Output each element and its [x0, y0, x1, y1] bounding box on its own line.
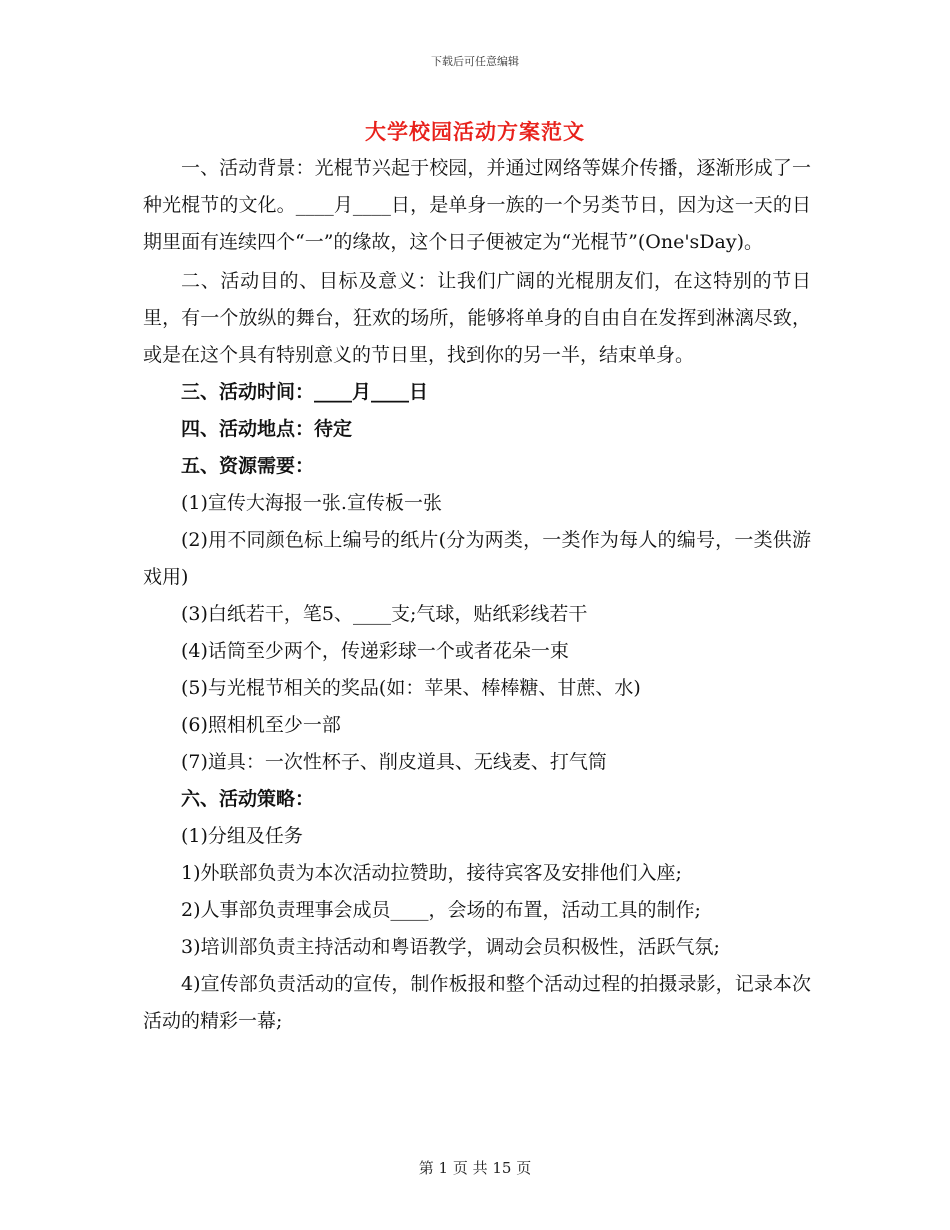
resource-item-7: (7)道具：一次性杯子、削皮道具、无线麦、打气筒 [181, 751, 607, 773]
resource-item-1: (1)宣传大海报一张.宣传板一张 [181, 492, 442, 514]
paragraph-resources-heading: 五、资源需要： [181, 455, 315, 477]
strategy-task-3: 3)培训部负责主持活动和粤语教学，调动会员积极性，活跃气氛; [181, 936, 720, 958]
strategy-task-4: 4)宣传部负责活动的宣传，制作板报和整个活动过程的拍摄录影，记录本次活动的精彩一幕; [143, 973, 811, 1032]
strategy-task-2: 2)人事部负责理事会成员____，会场的布置，活动工具的制作; [181, 899, 701, 921]
page-footer: 第 1 页 共 15 页 [418, 1159, 532, 1177]
paragraph-background: 一、活动背景：光棍节兴起于校园，并通过网络等媒介传播，逐渐形成了一种光棍节的文化。____月____日，是单身一族的一个另类节日，因为这一天的日期里面有连续四个“一”的缘故，这个日子便被定为“光棍节”(One'sDay)。 [143, 157, 811, 253]
resource-item-4: (4)话筒至少两个，传递彩球一个或者花朵一束 [181, 640, 569, 662]
resource-item-2: (2)用不同颜色标上编号的纸片(分为两类，一类作为每人的编号，一类供游戏用) [143, 529, 811, 588]
strategy-task-1: 1)外联部负责为本次活动拉赞助，接待宾客及安排他们入座; [181, 862, 682, 884]
paragraph-time: 三、活动时间：____月____日 [181, 381, 429, 403]
resource-item-3: (3)白纸若干，笔5、____支;气球，贴纸彩线若干 [181, 603, 588, 625]
resource-item-6: (6)照相机至少一部 [181, 714, 341, 736]
paragraph-strategy-heading: 六、活动策略： [181, 788, 315, 810]
paragraph-purpose: 二、活动目的、目标及意义：让我们广阔的光棍朋友们，在这特别的节日里，有一个放纵的舞台，狂欢的场所，能够将单身的自由自在发挥到淋漓尽致，或是在这个具有特别意义的节日里，找到你的另一半，结束单身。 [143, 270, 811, 366]
document-body [143, 150, 811, 1040]
resource-item-5: (5)与光棍节相关的奖品(如：苹果、棒棒糖、甘蔗、水) [181, 677, 641, 699]
document-title: 大学校园活动方案范文 [365, 119, 585, 144]
strategy-item-grouping: (1)分组及任务 [181, 825, 303, 847]
paragraph-location: 四、活动地点：待定 [181, 418, 353, 440]
page-header: 下载后可任意编辑 [431, 55, 519, 68]
